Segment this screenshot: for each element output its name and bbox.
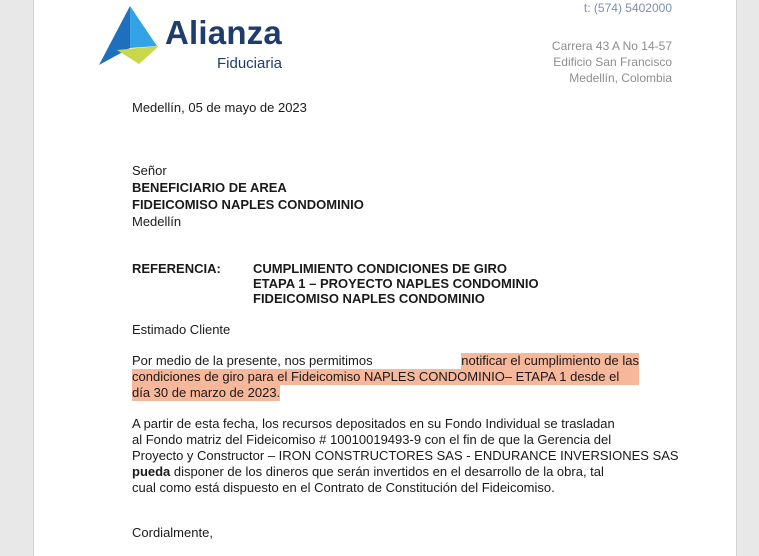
- letter-page: [33, 0, 737, 556]
- reference-label: REFERENCIA:: [132, 261, 221, 276]
- recipient-line: BENEFICIARIO DE AREA: [132, 180, 287, 195]
- reference-line: CUMPLIMIENTO CONDICIONES DE GIRO: [253, 261, 507, 276]
- recipient-city: Medellín: [132, 214, 182, 229]
- closing: Cordialmente,: [132, 525, 213, 540]
- address-line: Carrera 43 A No 14-57: [551, 39, 672, 53]
- paragraph-line: al Fondo matriz del Fideicomiso # 10010019493-9 con el fin de que la Gerencia del: [132, 432, 612, 447]
- emphasis-text: pueda: [132, 464, 171, 479]
- reference-line: ETAPA 1 – PROYECTO NAPLES CONDOMINIO: [253, 276, 539, 291]
- highlighted-text: día 30 de marzo de 2023.: [132, 385, 281, 400]
- address-line: Edificio San Francisco: [553, 55, 672, 69]
- paragraph-text: disponer de los dineros que serán invertidos en el desarrollo de la obra, tal: [173, 464, 604, 479]
- letter-date: Medellín, 05 de mayo de 2023: [132, 100, 307, 115]
- paragraph-resources: [132, 416, 679, 496]
- paragraph-line: cual como está dispuesto en el Contrato de Constitución del Fideicomiso.: [132, 480, 555, 495]
- paragraph-line: [132, 369, 639, 385]
- paragraph-line: Proyecto y Constructor – IRON CONSTRUCTORES SAS - ENDURANCE INVERSIONES SAS: [132, 448, 679, 463]
- salutation-title: Señor: [132, 163, 167, 178]
- address-line: Medellín, Colombia: [569, 71, 672, 85]
- reference-line: FIDEICOMISO NAPLES CONDOMINIO: [253, 291, 485, 306]
- logo-subtitle: Fiduciaria: [217, 55, 283, 72]
- paragraph-notification: [132, 353, 639, 401]
- contact-address: [552, 38, 672, 86]
- highlighted-text: condiciones de giro para el Fideicomiso NAPLES CONDOMINIO– ETAPA 1 desde el: [132, 369, 639, 385]
- logo-name: Alianza: [165, 14, 282, 51]
- alianza-logo-icon: [99, 6, 163, 66]
- greeting: Estimado Cliente: [132, 322, 231, 337]
- paragraph-line: [132, 464, 639, 480]
- recipient-line: FIDEICOMISO NAPLES CONDOMINIO: [132, 197, 364, 212]
- contact-phone: t: (574) 5402000: [583, 1, 672, 15]
- highlighted-text: notificar el cumplimiento de las: [461, 353, 639, 368]
- paragraph-line: A partir de esta fecha, los recursos depositados en su Fondo Individual se trasladan: [132, 416, 615, 431]
- paragraph-line: [132, 353, 639, 369]
- paragraph-line: [132, 385, 639, 401]
- paragraph-text: Por medio de la presente, nos permitimos: [132, 353, 373, 368]
